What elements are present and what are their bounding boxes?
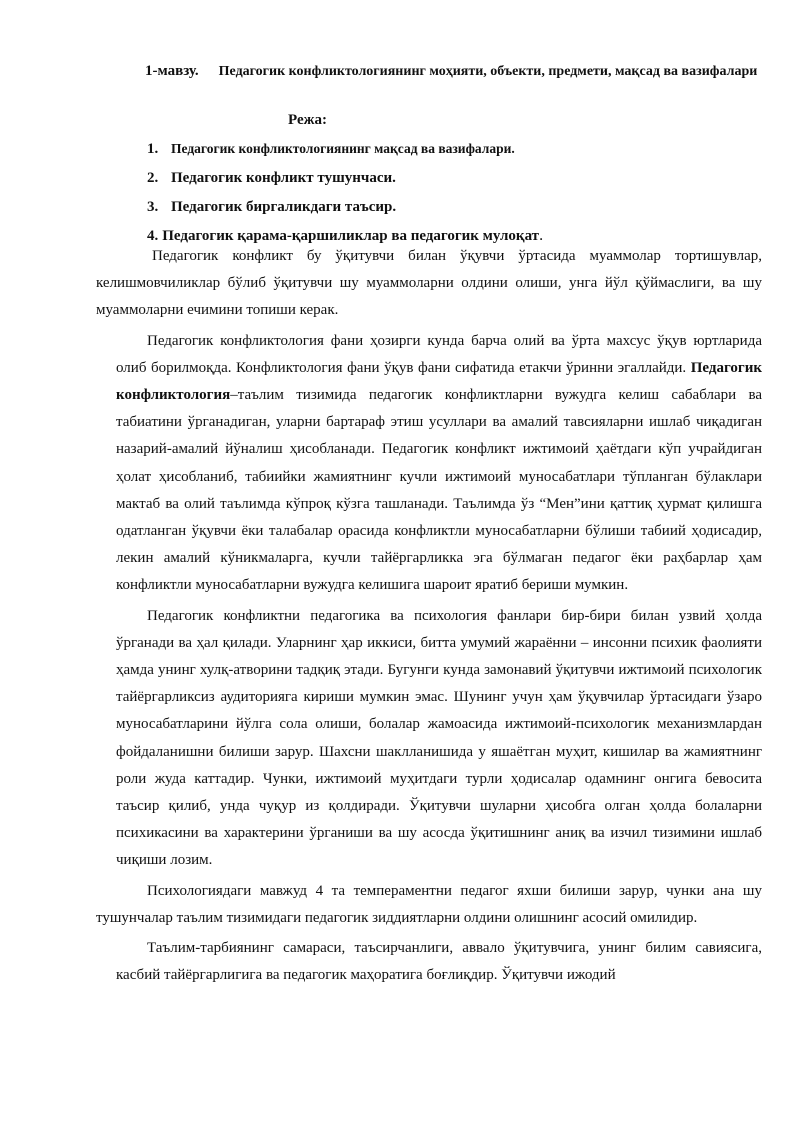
- plan-item-2: [147, 163, 767, 192]
- plan-item-text: Педагогик конфликт тушунчаси.: [171, 170, 396, 186]
- plan-item-number: 1.: [147, 141, 159, 157]
- topic-number: 1-мавзу.: [145, 63, 199, 79]
- plan-item-3: [147, 192, 767, 221]
- paragraph: Психологиядаги мавжуд 4 та темпераментни педагог яхши билиши зарур, чунки ана шу тушунчалар таълим тизимидаги педагогик зиддиятларни олдини олишнинг асосий омилидир.: [96, 882, 762, 926]
- topic-title-text: Педагогик конфликтологиянинг моҳияти, объекти, предмети, мақсад ва вазифалари: [218, 64, 758, 79]
- plan-item-number: 2.: [147, 170, 159, 186]
- plan-heading: Режа:: [288, 112, 327, 128]
- topic-title: [96, 58, 762, 85]
- paragraph: Педагогик конфликтни педагогика ва психология фанлари бир-бири билан узвий ҳолда ўрганади ва ҳал қилади. Уларнинг ҳар иккиси, битта умумий жараённи – инсонни психик фаолияти ҳамда унинг хулқ-атворини тадқиқ этади. Бугунги кунда замонавий ўқитувчи ижтимоий психологик тайёргарликсиз аудиторияга кириши мумкин эмас. Шунинг учун ҳам ўқувчилар ўртасидаги ўзаро муносабатларини йўлга сола олиши, болалар жамоасида ижтимоий-психологик механизмлардан фойдаланишни билиши зарур. Шахсни шаклланишида у яшаётган муҳит, кишилар ва жамиятнинг роли жуда каттадир. Чунки, ижтимоий муҳитдаги турли ҳодисалар одамнинг онгига бевосита таъсир қилиб, унда чуқур из қолдиради. Ўқитувчи шуларни ҳисобга олган ҳолда болаларни психикасини ва характерини ўрганиши ва шу асосда ўқитишнинг аниқ ва изчил тизимини ишлаб чиқиши лозим.: [116, 607, 762, 869]
- paragraph: Педагогик конфликт бу ўқитувчи билан ўқувчи ўртасида муаммолар тортишувлар, келишмовчиликлар бўлиб ўқитувчи шу муаммоларни олдини олиши, унга йўл қўймаслиги, ва шу муаммоларни ечимини топиши керак.: [96, 248, 762, 319]
- plan-list: [147, 134, 767, 250]
- plan-item-text: Педагогик конфликтологиянинг мақсад ва вазифалари.: [171, 141, 515, 156]
- paragraph: [96, 328, 762, 600]
- paragraph-text: –таълим тизимида педагогик конфликтларни вужудга келиш сабаблари ва табиатини ўрганадиган, уларни бартараф этиш усуллари ва амалий тавсияларни ишлаб чиқадиган назарий-амалий йўналиш ҳисобланади. Педагогик конфликт ижтимоий ҳаётдаги кўп учрайдиган ҳолат ҳисобланиб, табиийки жамиятнинг кучли ижтимоий муносабатлари тўпланган бўлаклари мактаб ва олий таълимда кўпроқ кўзга ташланади. Таълимда ўз “Мен”ини қаттиқ ҳурмат қилишга одатланган ўқувчи ёки талабалар орасида конфликтли муносабатларни бўлиши табиий ҳодисадир, лекин амалий кўникмаларга, кучли тайёргарликка эга бўлмаган педагог ёки раҳбарлар ҳам конфликтли муносабатларни вужудга келишига шароит яратиб бериши мумкин.: [116, 387, 762, 594]
- plan-item-number: 4.: [147, 228, 159, 244]
- plan-item-text: Педагогик биргаликдаги таъсир.: [171, 199, 397, 215]
- paragraph-text: Педагогик конфликтология фани ҳозирги кунда барча олий ва ўрта махсус ўқув юртларида олиб борилмоқда. Конфликтология фани ўқув фани сифатида етакчи ўринни эгаллайди.: [116, 332, 762, 376]
- paragraph: Таълим-тарбиянинг самараси, таъсирчанлиги, аввало ўқитувчига, унинг билим савиясига, касбий тайёргарлигига ва педагогик маҳоратига боғлиқдир. Ўқитувчи ижодий: [116, 940, 762, 984]
- body-text: [96, 243, 762, 992]
- plan-item-1: [147, 134, 767, 163]
- plan-item-text: Педагогик қарама-қаршиликлар ва педагогик мулоқат: [162, 228, 540, 244]
- term-bold: Педагогик конфликтология: [116, 359, 762, 404]
- plan-item-number: 3.: [147, 199, 159, 215]
- plan-item-tail: .: [539, 227, 544, 244]
